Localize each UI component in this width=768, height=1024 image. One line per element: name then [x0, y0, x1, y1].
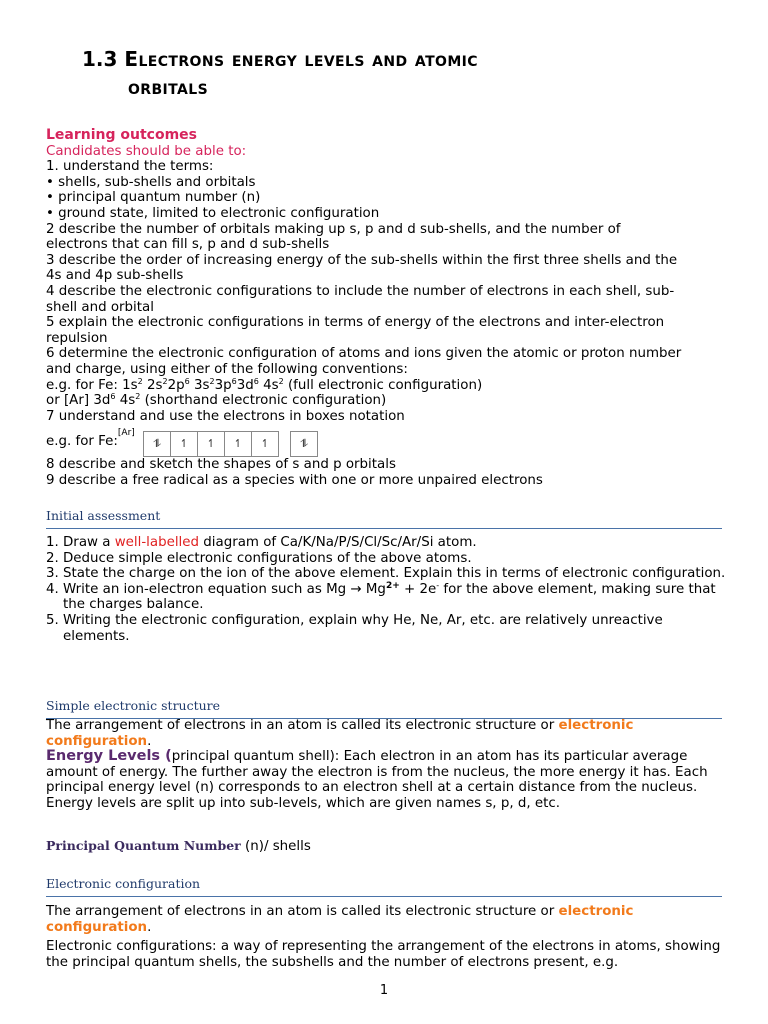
outcome-8: 8 describe and sketch the shapes of s and p orbitals — [46, 457, 396, 473]
section-number: 1.3 — [82, 47, 118, 71]
divider — [46, 528, 722, 529]
energy-levels-title: Energy Levels ( — [46, 748, 172, 765]
paragraph: Energy Levels (principal quantum shell): Each electron in an atom has its particular average amount of energy. The further away the electron is from the nucleus, the more energy it has. Each principal energy level (n) corresponds to an electron shell at a certain distance from the nucleus. Energy levels are split up into sub-levels, which are given names s, p, d, etc. — [46, 748, 708, 811]
paragraph: The arrangement of electrons in an atom is called its electronic structure or electronic configuration. — [46, 904, 634, 935]
outcome-1-bullet-1: • shells, sub-shells and orbitals — [46, 174, 256, 190]
ar-label: [Ar] — [117, 428, 135, 439]
outcome-3b: 4s and 4p sub-shells — [46, 268, 184, 284]
initial-assessment-heading: Initial assessment — [46, 508, 161, 523]
list-item: 5. Writing the electronic configuration, explain why He, Ne, Ar, etc. are relatively unreactive elements. — [46, 612, 663, 644]
paragraph: Electronic configurations: a way of representing the arrangement of the electrons in atoms, showing the principal quantum shells, the subshells and the number of electrons present, e.g. — [46, 939, 721, 970]
box-paired: ⥮ — [290, 431, 318, 457]
box-single: ↿ — [251, 431, 279, 457]
title-line-1: Electrons energy levels and atomic — [124, 47, 478, 71]
list-item: 3. State the charge on the ion of the above element. Explain this in terms of electronic configuration. — [46, 566, 726, 582]
electron-boxes — [143, 431, 317, 457]
simple-structure-body — [46, 718, 726, 812]
paragraph: The arrangement of electrons in an atom is called its electronic structure or electronic configuration. — [46, 718, 634, 749]
outcome-6b: and charge, using either of the following conventions: — [46, 361, 408, 377]
page-number: 1 — [379, 983, 389, 998]
outcome-3a: 3 describe the order of increasing energy of the sub-shells within the first three shells and the — [46, 252, 678, 268]
outcome-9: 9 describe a free radical as a species with one or more unpaired electrons — [46, 472, 543, 488]
example-full-config: e.g. for Fe: $1s^2$ $2s^22p^6$ $3s^23p^63d^6$ $4s^2$ (full electronic configuration) — [46, 376, 483, 393]
electronic-configuration-body — [46, 904, 726, 970]
outcome-1-bullet-2: • principal quantum number (n) — [46, 190, 261, 206]
outcome-1: 1. understand the terms: — [46, 159, 214, 175]
outcome-2b: electrons that can fill s, p and d sub-shells — [46, 237, 330, 253]
box-single: ↿ — [224, 431, 252, 457]
pqn-title: Principal Quantum Number — [46, 838, 241, 853]
list-item: 4. Write an ion-electron equation such as $Mg \to Mg^{2+} + 2e^-$ for the above element, making sure that the charges balance. — [46, 580, 716, 613]
outcome-7: 7 understand and use the electrons in boxes notation — [46, 408, 405, 424]
learning-outcomes-heading: Learning outcomes — [46, 127, 198, 143]
learning-outcomes-intro: Candidates should be able to: — [46, 143, 247, 159]
outcome-2a: 2 describe the number of orbitals making up s, p and d sub-shells, and the number of — [46, 221, 621, 237]
example-short-config: or [Ar] $3d^6$ $4s^2$ (shorthand electronic configuration) — [46, 392, 387, 409]
simple-structure-heading: Simple electronic structure — [46, 698, 221, 713]
electronic-configuration-heading: Electronic configuration — [46, 876, 201, 891]
box-paired: ⥮ — [143, 431, 171, 457]
list-item: 1. Draw a well-labelled diagram of Ca/K/Na/P/S/Cl/Sc/Ar/Si atom. — [46, 535, 477, 550]
outcome-4a: 4 describe the electronic configurations to include the number of electrons in each shell, sub- — [46, 283, 675, 299]
outcome-1-bullet-3: • ground state, limited to electronic configuration — [46, 205, 380, 221]
box-single: ↿ — [197, 431, 225, 457]
initial-assessment-list — [46, 535, 726, 644]
pqn-line: Principal Quantum Number (n)/ shells — [46, 838, 311, 854]
page-title — [82, 45, 478, 101]
list-item: 2. Deduce simple electronic configurations of the above atoms. — [46, 550, 472, 566]
outcome-6a: 6 determine the electronic configuration of atoms and ions given the atomic or proton number — [46, 346, 682, 362]
outcome-5a: 5 explain the electronic configurations in terms of energy of the electrons and inter-electron — [46, 315, 665, 331]
learning-outcomes — [46, 128, 736, 488]
title-line-2: orbitals — [128, 75, 209, 99]
outcome-5b: repulsion — [46, 330, 108, 346]
box-single: ↿ — [170, 431, 198, 457]
divider — [46, 896, 722, 897]
example-boxes: e.g. for Fe:[Ar] ⥮ ↿ ↿ ↿ ↿ ⥮ — [46, 426, 736, 457]
outcome-4b: shell and orbital — [46, 299, 154, 315]
